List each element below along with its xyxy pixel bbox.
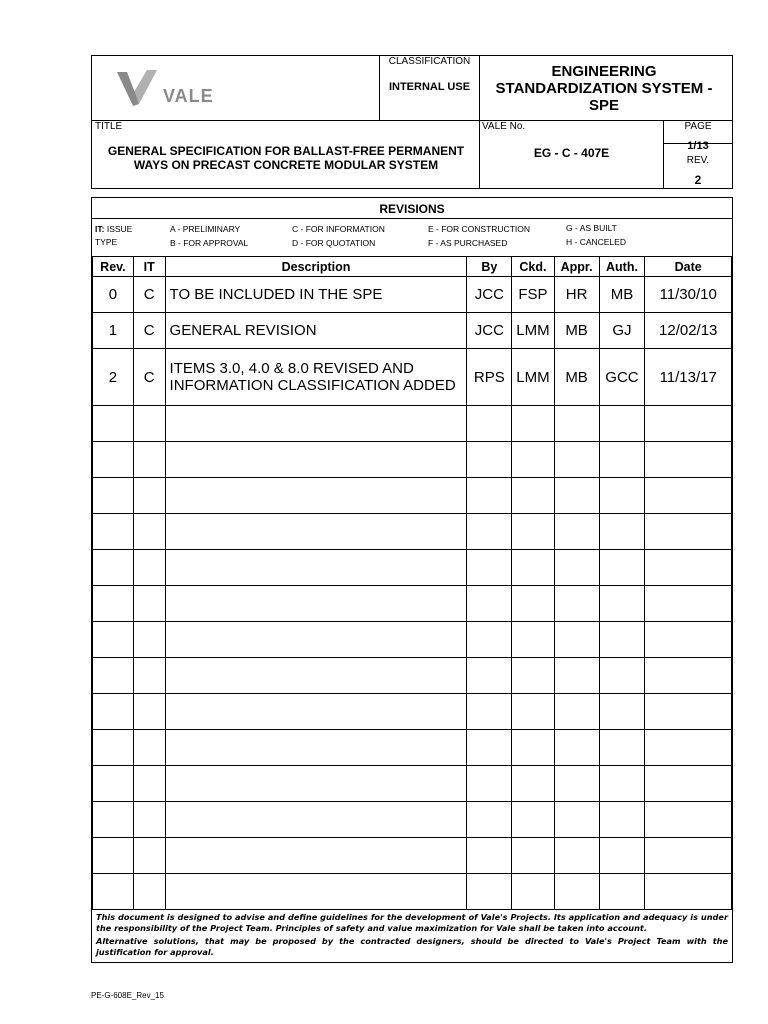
table-row xyxy=(93,349,732,406)
table-row xyxy=(93,313,732,349)
vale-logo-icon xyxy=(117,70,157,108)
empty-row xyxy=(93,586,732,622)
auth-cell: GJ xyxy=(599,313,645,349)
col-ckd: Ckd. xyxy=(512,257,554,277)
empty-row xyxy=(93,406,732,442)
rev-value: 2 xyxy=(694,173,702,187)
rev-cell: 0 xyxy=(93,277,134,313)
ckd-cell: LMM xyxy=(512,313,554,349)
empty-row xyxy=(93,730,732,766)
ckd-cell: LMM xyxy=(512,349,554,406)
table-header-row xyxy=(93,257,732,277)
disclaimer xyxy=(92,910,732,962)
classification-value: INTERNAL USE xyxy=(388,81,471,93)
disclaimer-paragraph-1: This document is designed to advise and define guidelines for the development of Vale's Projects. Its application and adequacy is under the responsibility of the Project Team. Principles of safety and value maximization for Vale shall be taken into account. xyxy=(96,912,728,933)
it-issue-type xyxy=(95,223,132,249)
description-cell: ITEMS 3.0, 4.0 & 8.0 REVISED AND INFORMATION CLASSIFICATION ADDED xyxy=(165,349,467,406)
empty-row xyxy=(93,694,732,730)
vale-no-label: VALE No. xyxy=(482,121,526,132)
it-cell: C xyxy=(133,277,165,313)
it-label: IT: xyxy=(95,224,105,234)
empty-row xyxy=(93,874,732,910)
rev-cell: 1 xyxy=(93,313,134,349)
empty-row xyxy=(93,442,732,478)
it-cell: C xyxy=(133,313,165,349)
document-header xyxy=(91,55,733,189)
document-title: GENERAL SPECIFICATION FOR BALLAST-FREE PERMANENT WAYS ON PRECAST CONCRETE MODULAR SYSTEM xyxy=(107,144,465,172)
empty-row xyxy=(93,478,732,514)
description-cell: TO BE INCLUDED IN THE SPE xyxy=(165,277,467,313)
classification-label: CLASSIFICATION xyxy=(388,56,471,67)
system-title: ENGINEERING STANDARDIZATION SYSTEM - SPE xyxy=(495,63,713,114)
by-cell: RPS xyxy=(467,349,512,406)
page-value: 1/13 xyxy=(687,140,709,152)
col-description: Description xyxy=(165,257,467,277)
code-e: E - FOR CONSTRUCTION xyxy=(428,224,530,234)
empty-row xyxy=(93,514,732,550)
code-g: G - AS BUILT xyxy=(566,223,617,233)
vale-logo xyxy=(117,70,227,108)
empty-row xyxy=(93,622,732,658)
by-cell: JCC xyxy=(467,313,512,349)
logo-text: VALE xyxy=(163,86,214,106)
code-h: H - CANCELED xyxy=(566,237,626,247)
description-cell: GENERAL REVISION xyxy=(165,313,467,349)
empty-row xyxy=(93,766,732,802)
auth-cell: GCC xyxy=(599,349,645,406)
appr-cell: HR xyxy=(554,277,599,313)
appr-cell: MB xyxy=(554,349,599,406)
appr-cell: MB xyxy=(554,313,599,349)
auth-cell: MB xyxy=(599,277,645,313)
rev-cell: 2 xyxy=(93,349,134,406)
it-type: TYPE xyxy=(95,237,118,247)
code-f: F - AS PURCHASED xyxy=(428,238,508,248)
col-rev: Rev. xyxy=(93,257,134,277)
empty-row xyxy=(93,550,732,586)
empty-row xyxy=(93,838,732,874)
it-cell: C xyxy=(133,349,165,406)
table-row xyxy=(93,277,732,313)
ckd-cell: FSP xyxy=(512,277,554,313)
col-date: Date xyxy=(645,257,732,277)
date-cell: 11/13/17 xyxy=(645,349,732,406)
rev-label: REV. xyxy=(686,155,710,166)
empty-row xyxy=(93,802,732,838)
code-d: D - FOR QUOTATION xyxy=(292,238,376,248)
col-by: By xyxy=(467,257,512,277)
vale-no-value: EG - C - 407E xyxy=(533,146,610,160)
col-it: IT xyxy=(133,257,165,277)
date-cell: 11/30/10 xyxy=(645,277,732,313)
it-issue: ISSUE xyxy=(106,224,133,234)
col-appr: Appr. xyxy=(554,257,599,277)
revisions-title: REVISIONS xyxy=(379,202,445,216)
revisions-block xyxy=(91,197,733,963)
code-b: B - FOR APPROVAL xyxy=(170,238,249,248)
disclaimer-paragraph-2: Alternative solutions, that may be proposed by the contracted designers, should be directed to Vale's Project Team with the justification for approval. xyxy=(96,936,728,957)
empty-row xyxy=(93,658,732,694)
date-cell: 12/02/13 xyxy=(645,313,732,349)
revisions-table xyxy=(92,256,732,910)
code-c: C - FOR INFORMATION xyxy=(292,224,385,234)
form-code: PE-G-608E_Rev_15 xyxy=(91,991,164,1000)
code-a: A - PRELIMINARY xyxy=(170,224,241,234)
col-auth: Auth. xyxy=(599,257,645,277)
by-cell: JCC xyxy=(467,277,512,313)
page-label: PAGE xyxy=(684,121,712,132)
title-label: TITLE xyxy=(95,121,123,132)
